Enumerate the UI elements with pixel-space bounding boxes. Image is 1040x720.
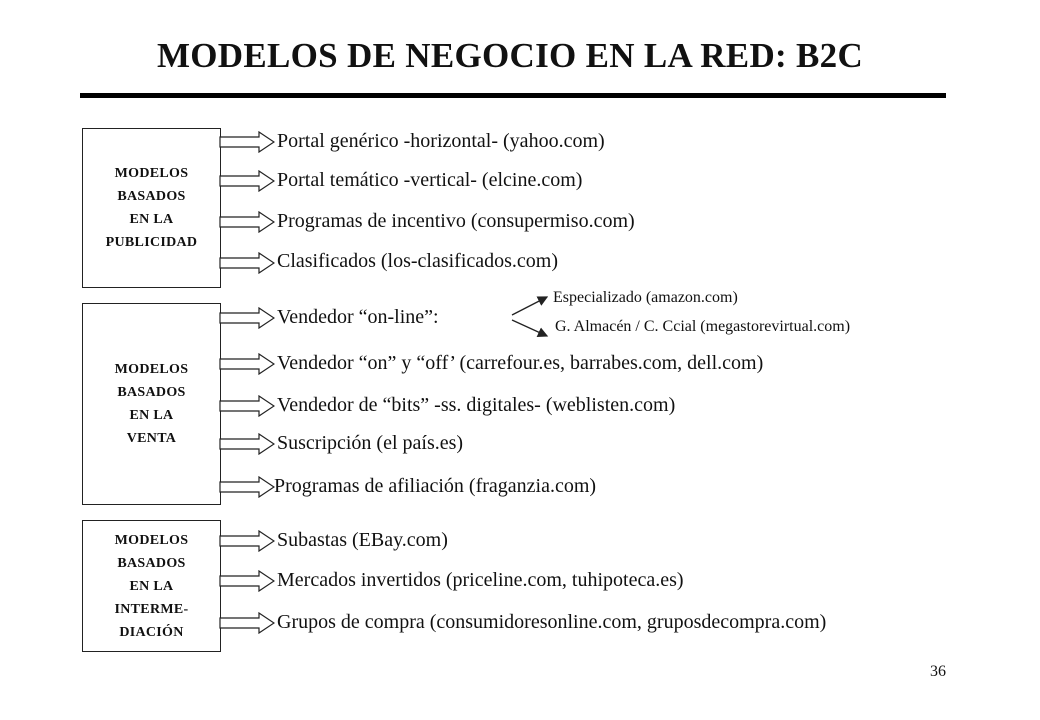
box-line: BASADOS (117, 385, 186, 400)
sub-item: Especializado (amazon.com) (553, 289, 738, 306)
list-item: Subastas (EBay.com) (277, 529, 448, 551)
box-line: PUBLICIDAD (105, 235, 198, 250)
slide-title: MODELOS DE NEGOCIO EN LA RED: B2C (156, 36, 864, 75)
list-item: Programas de afiliación (fraganzia.com) (274, 475, 597, 497)
box-line: EN LA (129, 578, 174, 594)
list-item: Vendedor “on” y “off’ (carrefour.es, barrabes.com, dell.com) (277, 352, 764, 374)
list-item: Clasificados (los-clasificados.com) (277, 250, 559, 272)
box-line: MODELOS (114, 362, 189, 377)
list-item: Portal genérico -horizontal- (yahoo.com) (277, 130, 605, 152)
sub-item: G. Almacén / C. Ccial (megastorevirtual.com) (555, 318, 851, 335)
box-line: EN LA (129, 408, 174, 423)
box-line: MODELOS (114, 532, 189, 548)
box-line: EN LA (129, 212, 174, 227)
box-line: INTERME- (114, 601, 189, 617)
list-item: Portal temático -vertical- (elcine.com) (277, 169, 583, 191)
list-item: Suscripción (el país.es) (277, 432, 464, 454)
list-item: Programas de incentivo (consupermiso.com) (277, 210, 635, 232)
page-number: 36 (930, 663, 946, 680)
box-line: DIACIÓN (119, 624, 184, 640)
list-item: Grupos de compra (consumidoresonline.com, gruposdecompra.com) (277, 611, 827, 633)
box-line: VENTA (126, 431, 177, 446)
box-line: MODELOS (114, 166, 189, 181)
list-item: Vendedor “on-line”: (277, 306, 439, 328)
list-item: Vendedor de “bits” -ss. digitales- (weblisten.com) (277, 394, 676, 416)
box-line: BASADOS (117, 555, 186, 571)
box-line: BASADOS (117, 189, 186, 204)
list-item: Mercados invertidos (priceline.com, tuhipoteca.es) (277, 569, 684, 591)
